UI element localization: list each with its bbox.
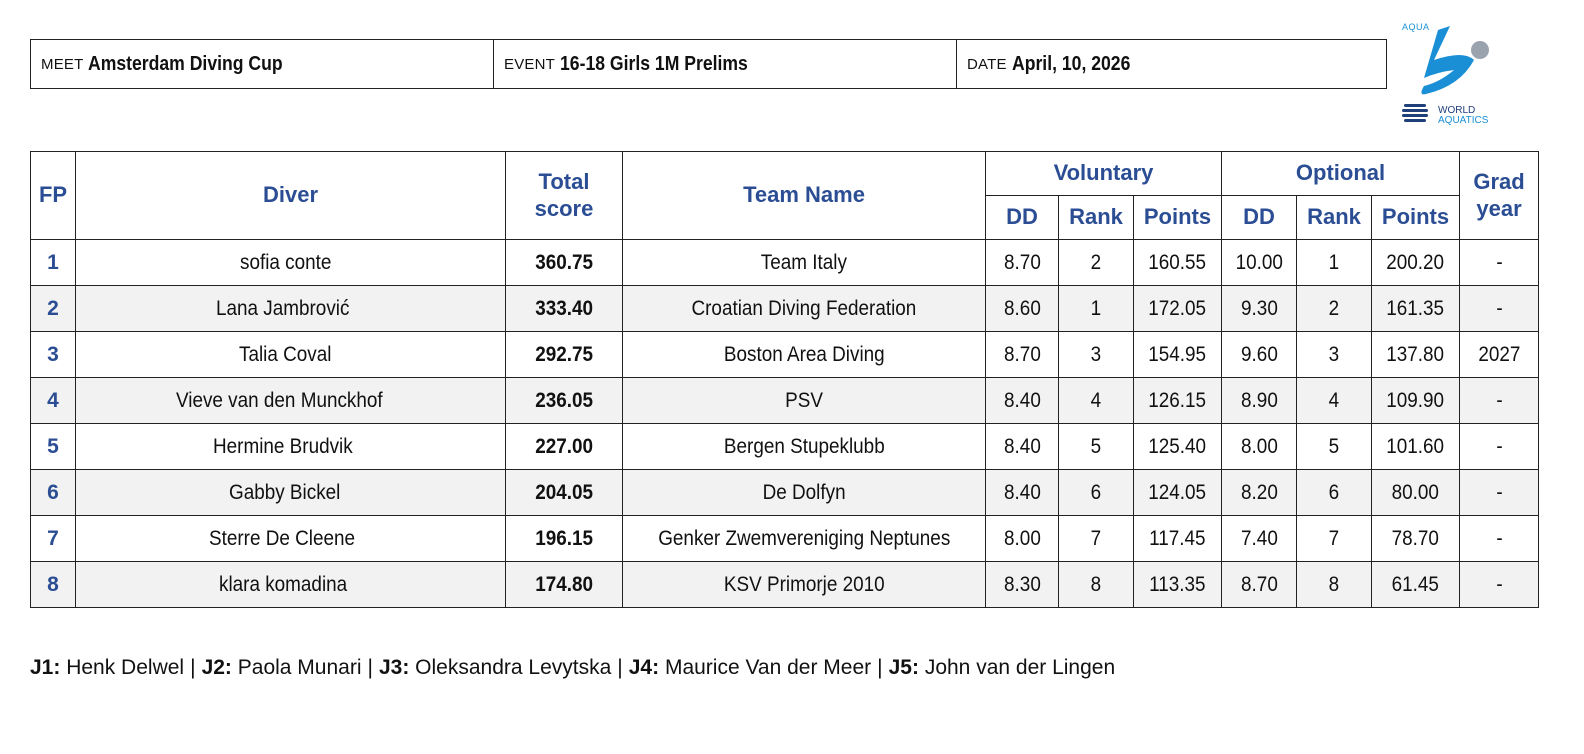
table-row: [31, 516, 1539, 562]
cell-voluntary-points-text: 172.05: [1148, 296, 1207, 320]
cell-voluntary-dd-text: 8.40: [1003, 434, 1041, 458]
event-label: EVENT: [504, 55, 556, 73]
cell-fp: [31, 424, 76, 470]
cell-diver: [76, 470, 506, 516]
cell-voluntary-rank-text: 5: [1090, 434, 1102, 458]
table-row: [31, 332, 1539, 378]
cell-total-score: [506, 470, 623, 516]
cell-optional-dd: [1222, 378, 1297, 424]
table-row: [31, 424, 1539, 470]
header-optional-points: Points: [1372, 196, 1460, 240]
cell-grad-year-text: -: [1495, 250, 1503, 274]
cell-voluntary-rank-text: 7: [1090, 526, 1102, 550]
cell-fp: [31, 332, 76, 378]
cell-optional-rank-text: 3: [1328, 342, 1340, 366]
cell-voluntary-rank: [1059, 424, 1134, 470]
cell-team-name-text: Team Italy: [760, 250, 848, 274]
judge-label: J2:: [201, 656, 232, 679]
cell-voluntary-rank-text: 1: [1090, 296, 1102, 320]
cell-diver: [76, 562, 506, 608]
cell-optional-rank: [1297, 240, 1372, 286]
cell-voluntary-points: [1134, 286, 1222, 332]
logo-waves-icon: [1402, 104, 1428, 122]
cell-voluntary-dd: [986, 424, 1059, 470]
judge-label: J3:: [378, 656, 410, 679]
header-voluntary: Voluntary: [986, 152, 1222, 196]
cell-optional-rank: [1297, 516, 1372, 562]
cell-voluntary-points: [1134, 562, 1222, 608]
cell-optional-dd-text: 9.60: [1240, 342, 1278, 366]
cell-fp-text: 4: [47, 388, 59, 412]
cell-optional-points-text: 101.60: [1386, 434, 1445, 458]
cell-optional-points-text: 137.80: [1386, 342, 1445, 366]
cell-total-score-text: 292.75: [535, 342, 593, 366]
cell-diver: [76, 378, 506, 424]
cell-diver-text: Lana Jambrović: [216, 296, 350, 320]
cell-voluntary-rank: [1059, 516, 1134, 562]
header-grad-line1: Grad: [1473, 169, 1525, 195]
meet-value: Amsterdam Diving Cup: [88, 52, 284, 75]
cell-optional-rank-text: 5: [1328, 434, 1340, 458]
cell-fp-text: 8: [47, 572, 59, 596]
cell-voluntary-dd: [986, 378, 1059, 424]
date-value: April, 10, 2026: [1011, 52, 1131, 75]
cell-optional-rank: [1297, 470, 1372, 516]
judge-separator: |: [877, 656, 883, 679]
cell-team-name: [623, 562, 986, 608]
cell-fp: [31, 562, 76, 608]
results-body: [31, 240, 1539, 608]
header-voluntary-dd: DD: [986, 196, 1059, 240]
cell-voluntary-rank-text: 4: [1090, 388, 1102, 412]
cell-optional-dd: [1222, 562, 1297, 608]
cell-fp-text: 1: [47, 250, 59, 274]
cell-voluntary-dd: [986, 562, 1059, 608]
cell-diver: [76, 516, 506, 562]
cell-optional-points-text: 109.90: [1386, 388, 1445, 412]
cell-optional-rank-text: 4: [1328, 388, 1340, 412]
cell-voluntary-points-text: 124.05: [1148, 480, 1207, 504]
cell-fp: [31, 240, 76, 286]
cell-voluntary-dd-text: 8.00: [1003, 526, 1041, 550]
cell-optional-dd-text: 8.90: [1240, 388, 1278, 412]
cell-team-name-text: KSV Primorje 2010: [723, 572, 885, 596]
cell-diver-text: Gabby Bickel: [228, 480, 340, 504]
table-row: [31, 470, 1539, 516]
cell-diver-text: Talia Coval: [239, 342, 332, 366]
table-row: [31, 562, 1539, 608]
cell-optional-rank-text: 2: [1328, 296, 1340, 320]
cell-voluntary-rank: [1059, 240, 1134, 286]
table-row: [31, 240, 1539, 286]
cell-team-name: [623, 516, 986, 562]
cell-grad-year: [1460, 240, 1539, 286]
cell-team-name-text: Bergen Stupeklubb: [723, 434, 885, 458]
cell-optional-points: [1372, 516, 1460, 562]
date-label: DATE: [967, 55, 1007, 73]
table-row: [31, 378, 1539, 424]
cell-total-score-text: 227.00: [535, 434, 593, 458]
cell-voluntary-points-text: 113.35: [1149, 572, 1206, 596]
cell-optional-points: [1372, 424, 1460, 470]
cell-team-name: [623, 240, 986, 286]
meet-info-box: [30, 39, 1387, 89]
cell-voluntary-dd-text: 8.40: [1003, 480, 1041, 504]
table-row: [31, 286, 1539, 332]
judge-separator: |: [190, 656, 196, 679]
judge-name: Oleksandra Levytska: [415, 656, 612, 679]
cell-optional-dd-text: 7.40: [1240, 526, 1278, 550]
cell-grad-year-text: 2027: [1478, 342, 1521, 366]
cell-optional-rank: [1297, 562, 1372, 608]
cell-voluntary-rank: [1059, 378, 1134, 424]
cell-voluntary-rank: [1059, 286, 1134, 332]
cell-grad-year-text: -: [1495, 526, 1503, 550]
cell-optional-dd: [1222, 424, 1297, 470]
cell-diver-text: sofia conte: [239, 250, 332, 274]
cell-total-score: [506, 332, 623, 378]
cell-grad-year-text: -: [1495, 296, 1503, 320]
cell-diver-text: klara komadina: [219, 572, 348, 596]
cell-diver-text: Hermine Brudvik: [212, 434, 353, 458]
logo-swirl-icon: [1421, 26, 1474, 94]
cell-optional-dd-text: 8.70: [1240, 572, 1278, 596]
header-diver: Diver: [76, 152, 506, 240]
cell-optional-rank-text: 8: [1328, 572, 1340, 596]
cell-optional-points-text: 200.20: [1386, 250, 1445, 274]
cell-grad-year: [1460, 470, 1539, 516]
judge-name: Maurice Van der Meer: [664, 656, 872, 679]
cell-voluntary-points: [1134, 516, 1222, 562]
cell-total-score: [506, 378, 623, 424]
header-voluntary-points: Points: [1134, 196, 1222, 240]
cell-grad-year: [1460, 516, 1539, 562]
cell-optional-dd: [1222, 470, 1297, 516]
logo-bottom-line2: AQUATICS: [1438, 115, 1489, 126]
cell-voluntary-rank: [1059, 562, 1134, 608]
cell-grad-year: [1460, 424, 1539, 470]
judge-name: John van der Lingen: [924, 656, 1116, 679]
cell-optional-points-text: 80.00: [1391, 480, 1440, 504]
cell-voluntary-points-text: 125.40: [1148, 434, 1207, 458]
cell-optional-points: [1372, 240, 1460, 286]
cell-voluntary-points: [1134, 424, 1222, 470]
cell-fp: [31, 516, 76, 562]
cell-optional-dd-text: 9.30: [1240, 296, 1278, 320]
cell-grad-year-text: -: [1495, 480, 1503, 504]
cell-optional-rank: [1297, 424, 1372, 470]
header-grad-year: [1460, 152, 1539, 240]
cell-voluntary-points-text: 126.15: [1148, 388, 1207, 412]
cell-total-score: [506, 562, 623, 608]
header-team-name: Team Name: [623, 152, 986, 240]
judge-name: Henk Delwel: [66, 656, 185, 679]
cell-optional-dd: [1222, 240, 1297, 286]
header-total-score: [506, 152, 623, 240]
cell-optional-rank: [1297, 378, 1372, 424]
cell-diver: [76, 424, 506, 470]
judge-label: J4:: [628, 656, 660, 679]
cell-fp-text: 6: [47, 480, 59, 504]
cell-fp: [31, 286, 76, 332]
cell-team-name: [623, 378, 986, 424]
judge-separator: |: [367, 656, 373, 679]
cell-voluntary-points: [1134, 470, 1222, 516]
header-optional-rank: Rank: [1297, 196, 1372, 240]
judge-label: J5:: [888, 656, 919, 679]
cell-voluntary-points: [1134, 378, 1222, 424]
cell-team-name: [623, 424, 986, 470]
cell-diver-text: Sterre De Cleene: [209, 526, 356, 550]
cell-optional-rank-text: 6: [1328, 480, 1340, 504]
meet-label: MEET: [41, 55, 84, 73]
cell-total-score: [506, 286, 623, 332]
cell-total-score-text: 204.05: [535, 480, 593, 504]
meet-cell: [31, 40, 494, 88]
event-cell: [494, 40, 957, 88]
cell-grad-year: [1460, 562, 1539, 608]
cell-team-name-text: PSV: [785, 388, 823, 412]
cell-voluntary-rank-text: 8: [1090, 572, 1102, 596]
judge-label: J1:: [30, 656, 61, 679]
header-row-top: [31, 152, 1539, 196]
cell-team-name-text: Croatian Diving Federation: [691, 296, 917, 320]
judge-name: Paola Munari: [237, 656, 362, 679]
cell-grad-year-text: -: [1495, 572, 1503, 596]
cell-voluntary-dd: [986, 240, 1059, 286]
results-table: [30, 151, 1539, 608]
cell-total-score: [506, 424, 623, 470]
cell-team-name-text: De Dolfyn: [762, 480, 846, 504]
cell-optional-dd: [1222, 286, 1297, 332]
cell-optional-rank-text: 1: [1328, 250, 1340, 274]
cell-optional-points: [1372, 332, 1460, 378]
cell-voluntary-dd-text: 8.60: [1003, 296, 1041, 320]
cell-optional-dd: [1222, 516, 1297, 562]
date-cell: [957, 40, 1386, 88]
cell-total-score-text: 236.05: [535, 388, 593, 412]
cell-fp-text: 2: [47, 296, 59, 320]
cell-total-score-text: 333.40: [535, 296, 593, 320]
event-value: 16-18 Girls 1M Prelims: [560, 52, 748, 75]
cell-diver: [76, 240, 506, 286]
header-total-line1: Total: [538, 169, 590, 195]
cell-optional-points: [1372, 562, 1460, 608]
cell-voluntary-dd-text: 8.70: [1003, 250, 1041, 274]
cell-optional-points-text: 78.70: [1391, 526, 1440, 550]
judge-separator: |: [617, 656, 623, 679]
cell-optional-rank: [1297, 286, 1372, 332]
logo-bottom-line1: WORLD: [1438, 105, 1476, 116]
cell-voluntary-dd: [986, 516, 1059, 562]
logo-ball-icon: [1471, 41, 1489, 59]
cell-optional-dd-text: 10.00: [1235, 250, 1283, 274]
cell-voluntary-rank-text: 6: [1090, 480, 1102, 504]
cell-optional-points: [1372, 286, 1460, 332]
cell-team-name: [623, 332, 986, 378]
cell-team-name: [623, 470, 986, 516]
cell-optional-rank: [1297, 332, 1372, 378]
cell-voluntary-rank: [1059, 332, 1134, 378]
cell-fp-text: 7: [47, 526, 59, 550]
cell-optional-dd-text: 8.00: [1240, 434, 1278, 458]
cell-team-name: [623, 286, 986, 332]
cell-team-name-text: Genker Zwemvereniging Neptunes: [657, 526, 951, 550]
cell-total-score-text: 196.15: [535, 526, 593, 550]
judges-line: [30, 656, 1115, 680]
cell-voluntary-points: [1134, 332, 1222, 378]
cell-voluntary-dd-text: 8.40: [1003, 388, 1041, 412]
cell-diver-text: Vieve van den Munckhof: [175, 388, 383, 412]
cell-voluntary-points-text: 160.55: [1148, 250, 1207, 274]
header-voluntary-rank: Rank: [1059, 196, 1134, 240]
cell-voluntary-rank-text: 3: [1090, 342, 1102, 366]
cell-optional-points-text: 161.35: [1386, 296, 1445, 320]
cell-fp-text: 5: [47, 434, 59, 458]
cell-optional-points: [1372, 378, 1460, 424]
cell-voluntary-points-text: 117.45: [1149, 526, 1206, 550]
cell-optional-dd: [1222, 332, 1297, 378]
cell-optional-dd-text: 8.20: [1240, 480, 1278, 504]
cell-voluntary-dd: [986, 332, 1059, 378]
cell-total-score: [506, 516, 623, 562]
cell-voluntary-points-text: 154.95: [1148, 342, 1207, 366]
cell-grad-year: [1460, 332, 1539, 378]
cell-grad-year: [1460, 378, 1539, 424]
cell-fp: [31, 470, 76, 516]
header-optional-dd: DD: [1222, 196, 1297, 240]
logo-top-text: AQUA: [1402, 22, 1430, 32]
cell-grad-year-text: -: [1495, 434, 1503, 458]
header-fp: FP: [31, 152, 76, 240]
cell-grad-year-text: -: [1495, 388, 1503, 412]
header-grad-line2: year: [1476, 195, 1522, 221]
cell-total-score-text: 174.80: [535, 572, 593, 596]
cell-voluntary-dd-text: 8.70: [1003, 342, 1041, 366]
cell-optional-points: [1372, 470, 1460, 516]
cell-diver: [76, 286, 506, 332]
cell-voluntary-dd: [986, 470, 1059, 516]
world-aquatics-logo: [1398, 16, 1510, 128]
cell-diver: [76, 332, 506, 378]
cell-voluntary-rank: [1059, 470, 1134, 516]
cell-voluntary-dd: [986, 286, 1059, 332]
cell-voluntary-rank-text: 2: [1090, 250, 1102, 274]
cell-voluntary-dd-text: 8.30: [1003, 572, 1041, 596]
cell-fp: [31, 378, 76, 424]
cell-grad-year: [1460, 286, 1539, 332]
cell-optional-rank-text: 7: [1328, 526, 1340, 550]
cell-voluntary-points: [1134, 240, 1222, 286]
cell-total-score-text: 360.75: [535, 250, 593, 274]
cell-optional-points-text: 61.45: [1391, 572, 1440, 596]
header-optional: Optional: [1222, 152, 1460, 196]
cell-total-score: [506, 240, 623, 286]
cell-fp-text: 3: [47, 342, 59, 366]
cell-team-name-text: Boston Area Diving: [723, 342, 885, 366]
header-total-line2: score: [534, 195, 594, 221]
